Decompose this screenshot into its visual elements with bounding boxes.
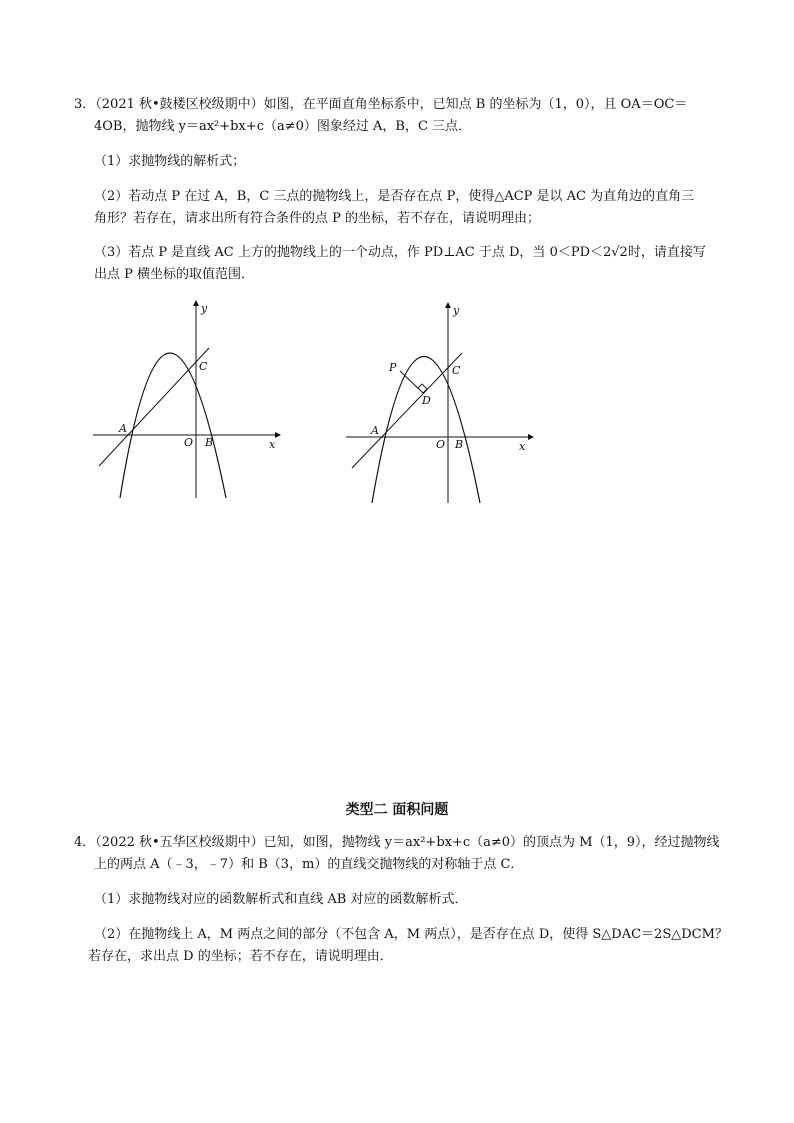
q3-line-2: 4OB，抛物线 y＝ax²+bx+c（a≠0）图象经过 A，B，C 三点． [94,119,472,134]
fig2-label-c: C [452,364,461,377]
q4-part-2-line-2: 若存在，求出点 D 的坐标；若不存在，请说明理由． [88,949,393,964]
q4-part-2-line-1: （2）在抛物线上 A，M 两点之间的部分（不包含 A，M 两点），是否存在点 D，使得 S△DAC＝2S△DCM？ [94,927,728,942]
fig2-label-o: O [436,438,446,451]
fig1-label-c: C [199,360,208,373]
fig2-label-y: y [453,304,460,317]
fig2-label-p: P [389,361,397,374]
q3-part-1: （1）求抛物线的解析式； [94,154,246,169]
fig2-label-a: A [371,424,379,437]
q4-line-1: 4．（2022 秋•五华区校级期中）已知，如图，抛物线 y＝ax²+bx+c（a≠0）的顶点为 M（1，9），经过抛物线 [74,835,720,850]
fig2-label-x: x [519,440,526,453]
q3-part-3-line-1: （3）若点 P 是直线 AC 上方的抛物线上的一个动点，作 PD⊥AC 于点 D，当 0＜PD＜2√2时，请直接写 [94,245,706,260]
q3-part-2-line-1: （2）若动点 P 在过 A，B，C 三点的抛物线上，是否存在点 P，使得△ACP 是以 AC 为直角边的直角三 [94,189,695,204]
q3-part-2-line-2: 角形？若存在，请求出所有符合条件的点 P 的坐标，若不存在，请说明理由； [94,211,541,226]
fig1-label-x: x [269,438,276,451]
q4-part-1: （1）求抛物线对应的函数解析式和直线 AB 对应的函数解析式． [94,892,468,907]
fig1-label-y: y [201,302,208,315]
q3-part-3-line-2: 出点 P 横坐标的取值范围． [94,267,255,282]
section-title: 类型二 面积问题 [345,802,449,818]
figure-1 [85,298,285,503]
fig2-label-b: B [455,438,464,451]
fig1-label-a: A [119,422,127,435]
figure-2 [338,298,538,508]
q3-line-1: 3．（2021 秋•鼓楼区校级期中）如图，在平面直角坐标系中，已知点 B 的坐标为（1，0），且 OA＝OC＝ [74,97,688,112]
q4-line-2: 上的两点 A（﹣3，﹣7）和 B（3，m）的直线交抛物线的对称轴于点 C． [94,857,524,872]
fig1-label-b: B [205,436,214,449]
fig1-label-o: O [184,436,194,449]
fig2-label-d: D [422,394,431,407]
